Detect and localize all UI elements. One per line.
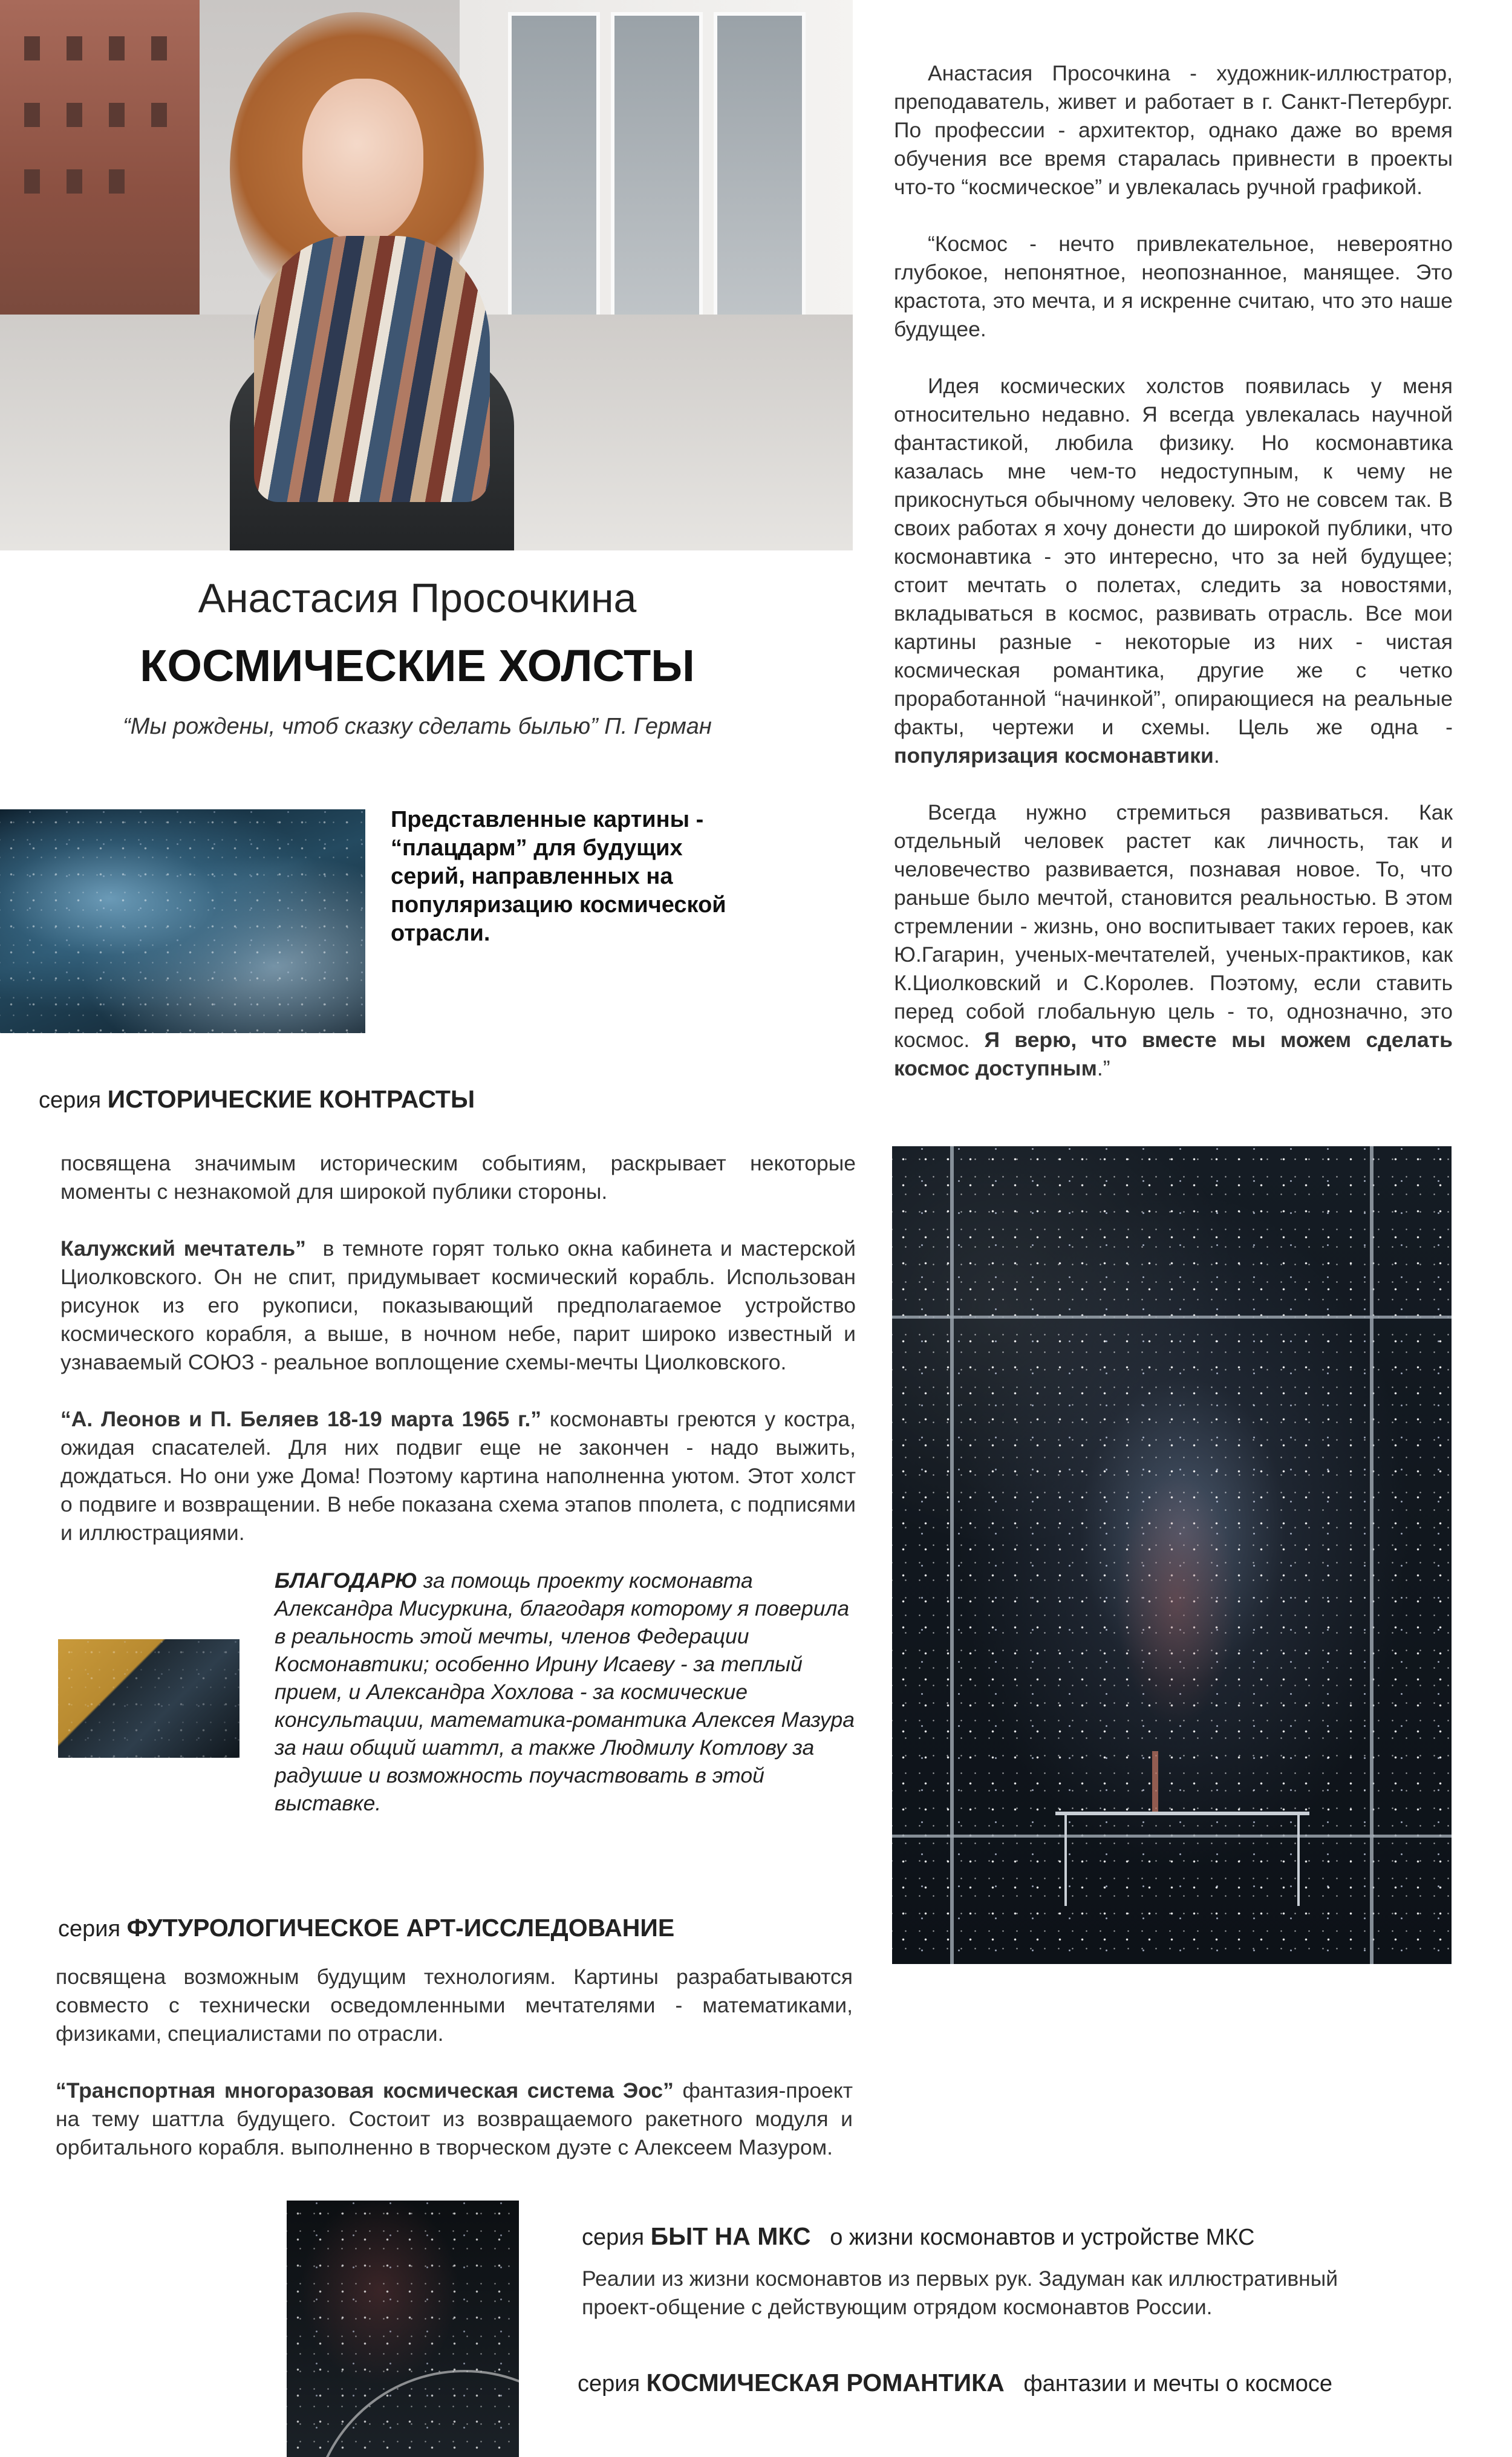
bio-column (894, 59, 1453, 1083)
work-kaluga-dreamer: Калужский мечтатель” в темноте горят только окна кабинета и мастерской Циолковского. Он не спит, придумывает космический корабль. Использован рисунок из его рукописи, показывающий предполагаемое устройство космического корабля, а выше, в ночном небе, парит широко известный и узнаваемый СОЮЗ - реальное воплощение схемы-мечты Циолковского. (60, 1236, 856, 1374)
work-leonov-belyaev: “А. Леонов и П. Беляев 18-19 марта 1965 г.” космонавты греются у костра, ожидая спасателей. Для них подвиг еще не закончен - надо выжить, дождаться. Но они уже Дома! Поэтому картина наполненна уютом. Этот холст о подвиге и возвращении. В небе показана схема этапов пполета, с подписями и иллюстрациями. (60, 1407, 856, 1545)
epigraph: “Мы рождены, чтоб сказку сделать былью” П. Герман (123, 714, 712, 739)
series-futuro-body (56, 1963, 853, 2162)
bio-highlight-popularization: популяризация космонавтики (894, 743, 1214, 768)
work-eos-shuttle: “Транспортная многоразовая космическая система Эос” фантазия-проект на тему шаттла будущего. Состоит из возвращаемого ракетного модуля и орбитального корабля. выполненно в творческом дуэте с Алексеем Мазуром. (56, 2078, 853, 2159)
series-historical-heading: серия ИСТОРИЧЕСКИЕ КОНТРАСТЫ (39, 1085, 475, 1113)
series-futuro-title: ФУТУРОЛОГИЧЕСКОЕ АРТ-ИССЛЕДОВАНИЕ (126, 1914, 675, 1942)
series-historical-title: ИСТОРИЧЕСКИЕ КОНТРАСТЫ (107, 1085, 475, 1113)
thanks-block: БЛАГОДАРЮ за помощь проекту космонавта Александра Мисуркина, благодаря которому я поверила в реальность этой мечты, членов Федерации Космонавтики; особенно Ирину Исаеву - за теплый прием, и Александра Хохлова - за космические консультации, математика-романтика Алексея Мазура за наш общий шаттл, а также Людмилу Котлову за радушие и возможность поучаствовать в этой выставке. (275, 1568, 855, 1815)
brick-building (0, 0, 200, 315)
series-historical-body (60, 1149, 856, 1547)
intro-note: Представленные картины - “плацдарм” для будущих серий, направленных на популяризацию космической отрасли. (391, 807, 726, 946)
series-futuro-description: посвящена возможным будущим технологиям. Картины разрабатываются совместо с технически осведомленными мечтателями - математиками, физиками, специалистами по отрасли. (56, 1965, 853, 2046)
series-iss-title: БЫТ НА МКС (650, 2222, 811, 2250)
bio-highlight-belief: Я верю, что вместе мы можем сделать космос доступным (894, 1028, 1453, 1080)
painting-thumbnail-gold (58, 1639, 240, 1758)
bio-paragraph-3: Идея космических холстов появилась у меня относительно недавно. Я всегда увлекалась научной фантастикой, любила физику. Но космонавтика казалась мне чем-то недоступным, к чему не прикоснуться обычному человеку. Это не совсем так. В своих работах я хочу донести до широкой публики, что космонавтика - это интересно, что за ней будущее; стоит мечтать о полетах, следить за новостями, вкладываться в космос, развивать отрасль. Все мои картины разные - некоторые из них - чистая космическая романтика, другие же с четко проработанной “начинкой”, опирающиеся на реальные факты, чертежи и схемы. Цель же одна - популяризация космонавтики. (894, 374, 1453, 768)
painting-cosmic-waves (0, 809, 365, 1033)
bio-paragraph-1: Анастасия Просочкина - художник-иллюстратор, преподаватель, живет и работает в г. Санкт-Петербург. По профессии - архитектор, однако даже во время обучения все время старалась привнести в проекты что-то “космическое” и увлекалась ручной графикой. (894, 61, 1453, 199)
bio-paragraph-4: Всегда нужно стремиться развиваться. Как отдельный человек растет как личность, так и человечество развивается, познавая новое. То, что раньше было мечтой, становится реальностью. В этом стремлении - жизнь, оно воспитывает таких героев, как Ю.Гагарин, ученых-мечтателей, ученых-практиков, как К.Циолковский и С.Королев. Поэтому, если ставить перед собой глобальную цель - то, однозначно, это космос. Я верю, что вместе мы можем сделать космос доступным.” (894, 800, 1453, 1080)
series-romance-subtitle: фантазии и мечты о космосе (1023, 2371, 1333, 2397)
bio-paragraph-2: “Космос - нечто привлекательное, невероятно глубокое, непонятное, неопознанное, манящее. Это крастота, это мечта, и я искренне считаю, что это наше будущее. (894, 232, 1453, 341)
series-romance-heading: серия КОСМИЧЕСКАЯ РОМАНТИКА фантазии и мечты о космосе (578, 2369, 1333, 2397)
painting-iss-orbit (287, 2201, 519, 2457)
series-iss-heading: серия БЫТ НА МКС о жизни космонавтов и устройстве МКС (582, 2222, 1255, 2250)
series-iss-description: Реалии из жизни космонавтов из первых рук. Задуман как иллюстративный проект-общение с действующим отрядом космонавтов России. (582, 2266, 1338, 2319)
author-portrait-photo (0, 0, 853, 550)
series-historical-description: посвящена значимым историческим событиям, раскрывает некоторые моменты с незнакомой для широкой публики стороны. (60, 1151, 856, 1204)
series-iss-subtitle: о жизни космонавтов и устройстве МКС (830, 2225, 1255, 2250)
thanks-lead: БЛАГОДАРЮ (275, 1568, 418, 1593)
painting-night-window (892, 1146, 1452, 1964)
series-futuro-heading: серия ФУТУРОЛОГИЧЕСКОЕ АРТ-ИССЛЕДОВАНИЕ (58, 1914, 675, 1942)
author-name: Анастасия Просочкина (198, 575, 637, 621)
series-romance-title: КОСМИЧЕСКАЯ РОМАНТИКА (646, 2369, 1005, 2397)
exhibition-title: КОСМИЧЕСКИЕ ХОЛСТЫ (140, 641, 695, 691)
